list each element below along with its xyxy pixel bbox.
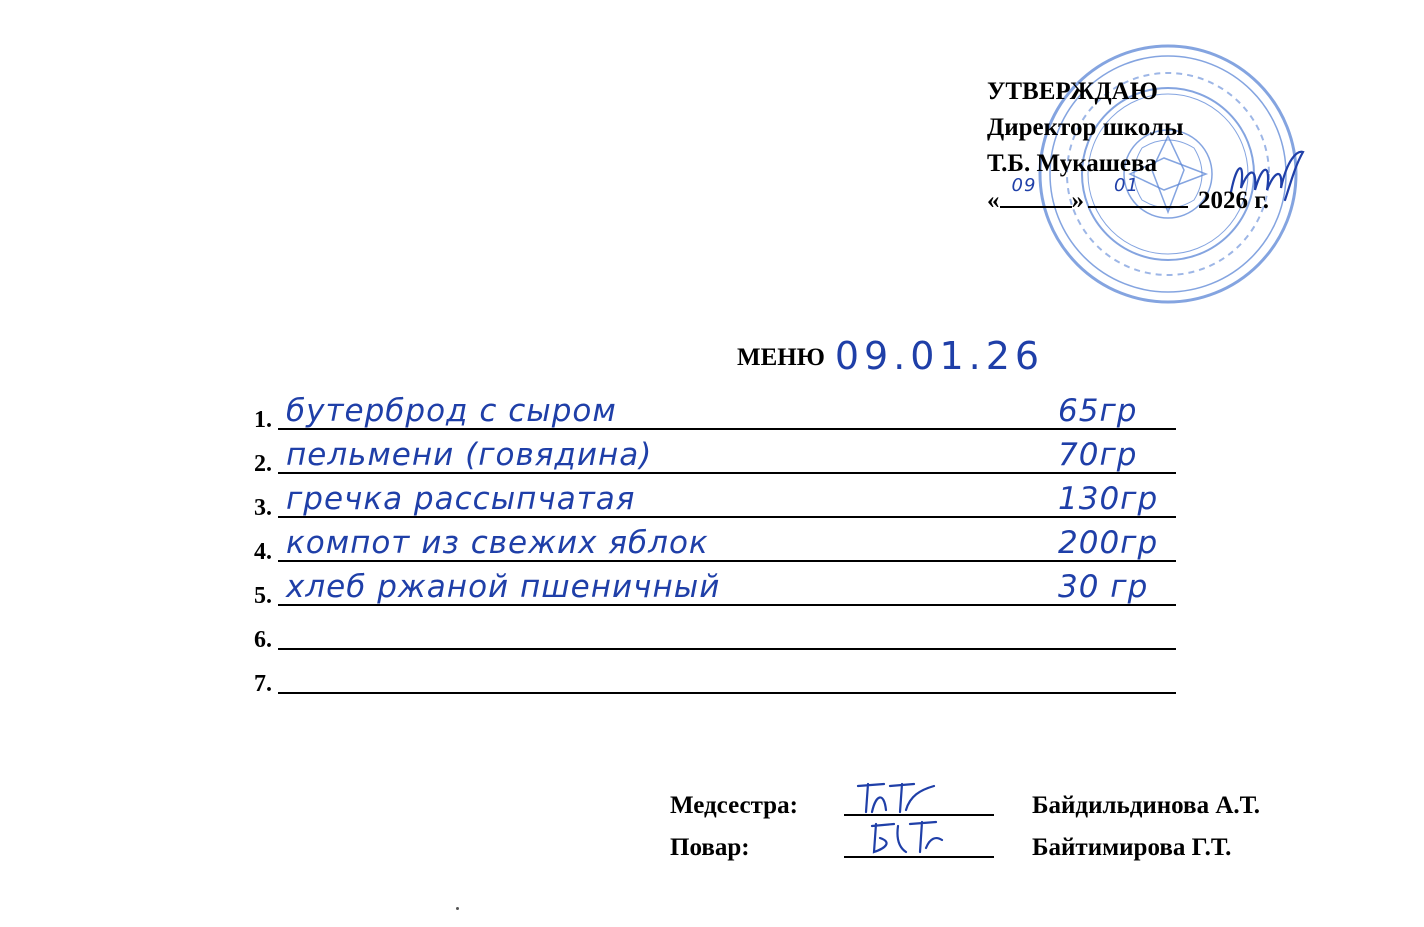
date-year: 2026 г. (1198, 187, 1270, 214)
menu-title (737, 334, 1044, 378)
menu-item (254, 666, 1176, 696)
date-month-blank (1088, 175, 1188, 208)
menu-item-quantity: 130гр (1058, 481, 1159, 517)
date-open-quote: « (987, 187, 1000, 214)
menu-item-line (278, 648, 1176, 650)
menu-item-dish: хлеб ржаной пшеничный (286, 569, 721, 605)
approval-heading: УТВЕРЖДАЮ (987, 78, 1158, 105)
date-day-blank (1000, 175, 1072, 208)
menu-item-dish: компот из свежих яблок (286, 525, 709, 561)
cook-signature-row (670, 826, 1340, 862)
menu-item-number: 7. (254, 671, 272, 697)
menu-item-line (278, 692, 1176, 694)
menu-item (254, 525, 1176, 565)
menu-item-quantity: 70гр (1058, 437, 1138, 473)
menu-item-quantity: 30 гр (1058, 569, 1149, 605)
menu-item-number: 4. (254, 539, 272, 565)
menu-title-label: МЕНЮ (737, 344, 825, 371)
menu-item-number: 3. (254, 495, 272, 521)
menu-item-quantity: 200гр (1058, 525, 1159, 561)
nurse-signature-row (670, 784, 1340, 820)
menu-item-dish: гречка рассыпчатая (286, 481, 636, 517)
menu-item-dish: пельмени (говядина) (286, 437, 653, 473)
menu-item (254, 481, 1176, 521)
menu-item (254, 437, 1176, 477)
approval-date (987, 175, 1270, 219)
nurse-name: Байдильдинова А.Т. (1032, 792, 1261, 819)
menu-item-quantity: 65гр (1058, 393, 1138, 429)
approval-position: Директор школы (987, 114, 1184, 141)
nurse-signature (854, 776, 940, 816)
date-close-quote: » (1071, 187, 1084, 214)
date-month-value: 01 (1114, 175, 1139, 196)
date-day-value: 09 (1011, 175, 1037, 196)
cook-role: Повар: (670, 834, 750, 861)
menu-item-dish: бутерброд с сыром (286, 393, 617, 429)
nurse-role: Медсестра: (670, 792, 798, 819)
menu-item-number: 5. (254, 583, 272, 609)
cook-signature (866, 818, 946, 858)
menu-item-number: 2. (254, 451, 272, 477)
cook-name: Байтимирова Г.Т. (1032, 834, 1232, 861)
menu-item (254, 622, 1176, 652)
menu-item-number: 6. (254, 627, 272, 653)
menu-item (254, 393, 1176, 433)
menu-item (254, 569, 1176, 609)
menu-date: 09.01.26 (834, 334, 1045, 378)
approval-name: Т.Б. Мукашева (987, 150, 1157, 177)
menu-item-number: 1. (254, 407, 272, 433)
approval-block (987, 74, 1269, 219)
scan-speck (456, 907, 459, 910)
